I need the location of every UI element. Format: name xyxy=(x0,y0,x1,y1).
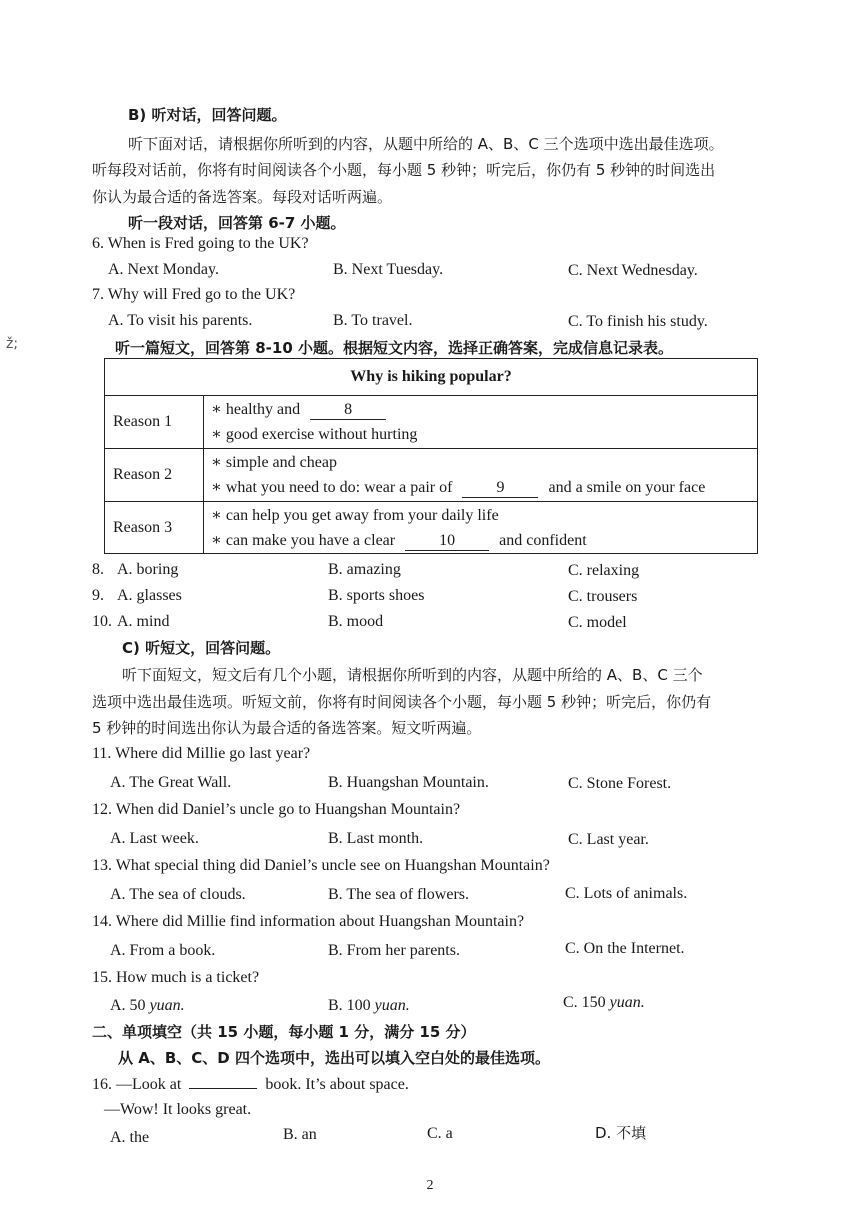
section-b-sub-heading-2: 听一篇短文，回答第 8-10 小题。根据短文内容，选择正确答案，完成信息记录表。 xyxy=(115,339,673,357)
section-c-instruction-2: 选项中选出最佳选项。听短文前，你将有时间阅读各个小题，每小题 5 秒钟；听完后，你仍有 xyxy=(92,693,712,711)
question-8-option-a: A. boring xyxy=(117,561,179,578)
margin-mark: ž; xyxy=(6,336,19,352)
reason-2-line-2 xyxy=(211,478,705,498)
question-14-option-a: A. From a book. xyxy=(110,942,216,959)
reason-1-text: ∗ healthy and xyxy=(211,401,301,418)
table-row-reason-2 xyxy=(105,449,757,502)
question-11-option-c: C. Stone Forest. xyxy=(568,775,672,792)
section-b-instruction-3: 你认为最合适的备选答案。每段对话听两遍。 xyxy=(92,188,393,206)
question-15-stem: 15. How much is a ticket? xyxy=(92,969,260,986)
blank-10: 10 xyxy=(405,532,489,551)
option-a-amount: A. 50 xyxy=(110,997,146,1014)
reason-3-text: ∗ can make you have a clear xyxy=(211,532,396,549)
question-7-option-c: C. To finish his study. xyxy=(568,313,708,330)
question-16-line-2: —Wow! It looks great. xyxy=(104,1101,252,1118)
section-c-instruction-3: 5 秒钟的时间选出你认为最合适的备选答案。短文听两遍。 xyxy=(92,719,482,737)
question-15-option-a xyxy=(110,996,185,1016)
question-12-option-a: A. Last week. xyxy=(110,830,199,847)
question-16-blank xyxy=(189,1074,257,1089)
question-6-stem: 6. When is Fred going to the UK? xyxy=(92,235,309,252)
question-9-option-b: B. sports shoes xyxy=(328,587,425,604)
question-13-option-b: B. The sea of flowers. xyxy=(328,886,469,903)
page-number: 2 xyxy=(426,1178,434,1193)
question-14-option-b: B. From her parents. xyxy=(328,942,460,959)
question-16-option-a: A. the xyxy=(110,1129,150,1146)
section-b-sub-heading-1: 听一段对话，回答第 6-7 小题。 xyxy=(128,214,346,232)
reason-2-label: Reason 2 xyxy=(105,449,204,501)
question-12-option-b: B. Last month. xyxy=(328,830,424,847)
question-15-option-c xyxy=(563,993,645,1013)
reason-2-line-1: ∗ simple and cheap xyxy=(211,454,337,471)
question-9-number: 9. xyxy=(92,587,104,604)
question-14-option-c: C. On the Internet. xyxy=(565,940,685,957)
question-6-option-b: B. Next Tuesday. xyxy=(333,261,444,278)
question-15-option-b xyxy=(328,996,410,1016)
reason-2-text-end: and a smile on your face xyxy=(548,479,706,496)
reason-2-text: ∗ what you need to do: wear a pair of xyxy=(211,479,453,496)
question-13-stem: 13. What special thing did Daniel’s uncle see on Huangshan Mountain? xyxy=(92,857,550,874)
table-title: Why is hiking popular? xyxy=(105,359,757,396)
question-7-option-b: B. To travel. xyxy=(333,312,413,329)
question-7-stem: 7. Why will Fred go to the UK? xyxy=(92,286,296,303)
reason-3-text-end: and confident xyxy=(499,532,587,549)
option-b-unit: yuan. xyxy=(374,997,410,1014)
question-8-option-b: B. amazing xyxy=(328,561,401,578)
question-13-option-a: A. The sea of clouds. xyxy=(110,886,246,903)
reason-1-line-1 xyxy=(211,400,386,420)
question-8-number: 8. xyxy=(92,561,104,578)
option-a-unit: yuan. xyxy=(149,997,185,1014)
reason-3-line-2 xyxy=(211,531,587,551)
question-12-stem: 12. When did Daniel’s uncle go to Huangshan Mountain? xyxy=(92,801,461,818)
question-13-option-c: C. Lots of animals. xyxy=(565,885,688,902)
info-record-table xyxy=(104,358,758,554)
reason-1-label: Reason 1 xyxy=(105,395,204,448)
question-12-option-c: C. Last year. xyxy=(568,831,649,848)
question-16-option-b: B. an xyxy=(283,1126,317,1143)
section-c-heading: C) 听短文，回答问题。 xyxy=(122,639,281,657)
question-10-option-b: B. mood xyxy=(328,613,384,630)
question-9-option-c: C. trousers xyxy=(568,588,638,605)
question-9-option-a: A. glasses xyxy=(117,587,182,604)
reason-3-line-1: ∗ can help you get away from your daily life xyxy=(211,507,499,524)
question-8-option-c: C. relaxing xyxy=(568,562,640,579)
part-2-heading: 二、单项填空（共 15 小题，每小题 1 分，满分 15 分） xyxy=(92,1023,476,1041)
question-11-stem: 11. Where did Millie go last year? xyxy=(92,745,311,762)
reason-3-label: Reason 3 xyxy=(105,502,204,554)
question-16-line-1 xyxy=(92,1074,409,1095)
table-row-reason-1 xyxy=(105,395,757,449)
blank-9: 9 xyxy=(462,479,538,498)
question-14-stem: 14. Where did Millie find information about Huangshan Mountain? xyxy=(92,913,525,930)
question-16-option-d: D. 不填 xyxy=(595,1124,647,1142)
question-11-option-b: B. Huangshan Mountain. xyxy=(328,774,489,791)
question-16-stem-start: 16. —Look at xyxy=(92,1076,182,1093)
section-b-heading: B) 听对话，回答问题。 xyxy=(128,106,287,124)
question-10-number: 10. xyxy=(92,613,112,630)
question-7-option-a: A. To visit his parents. xyxy=(108,312,253,329)
question-6-option-a: A. Next Monday. xyxy=(108,261,219,278)
question-16-stem-end: book. It’s about space. xyxy=(265,1076,409,1093)
question-10-option-a: A. mind xyxy=(117,613,170,630)
question-6-option-c: C. Next Wednesday. xyxy=(568,262,698,279)
question-16-option-c: C. a xyxy=(427,1125,453,1142)
section-c-instruction-1: 听下面短文，短文后有几个小题，请根据你所听到的内容，从题中所给的 A、B、C 三个 xyxy=(122,666,703,684)
table-row-reason-3 xyxy=(105,502,757,554)
option-c-amount: C. 150 xyxy=(563,994,606,1011)
section-b-instruction-2: 听每段对话前，你将有时间阅读各个小题，每小题 5 秒钟；听完后，你仍有 5 秒钟的时间选出 xyxy=(92,161,716,179)
part-2-instruction: 从 A、B、C、D 四个选项中，选出可以填入空白处的最佳选项。 xyxy=(118,1049,550,1067)
question-11-option-a: A. The Great Wall. xyxy=(110,774,232,791)
blank-8: 8 xyxy=(310,401,386,420)
option-c-unit: yuan. xyxy=(609,994,645,1011)
reason-1-line-2: ∗ good exercise without hurting xyxy=(211,426,418,443)
section-b-instruction-1: 听下面对话，请根据你所听到的内容，从题中所给的 A、B、C 三个选项中选出最佳选项。 xyxy=(128,135,724,153)
question-10-option-c: C. model xyxy=(568,614,627,631)
option-b-amount: B. 100 xyxy=(328,997,371,1014)
